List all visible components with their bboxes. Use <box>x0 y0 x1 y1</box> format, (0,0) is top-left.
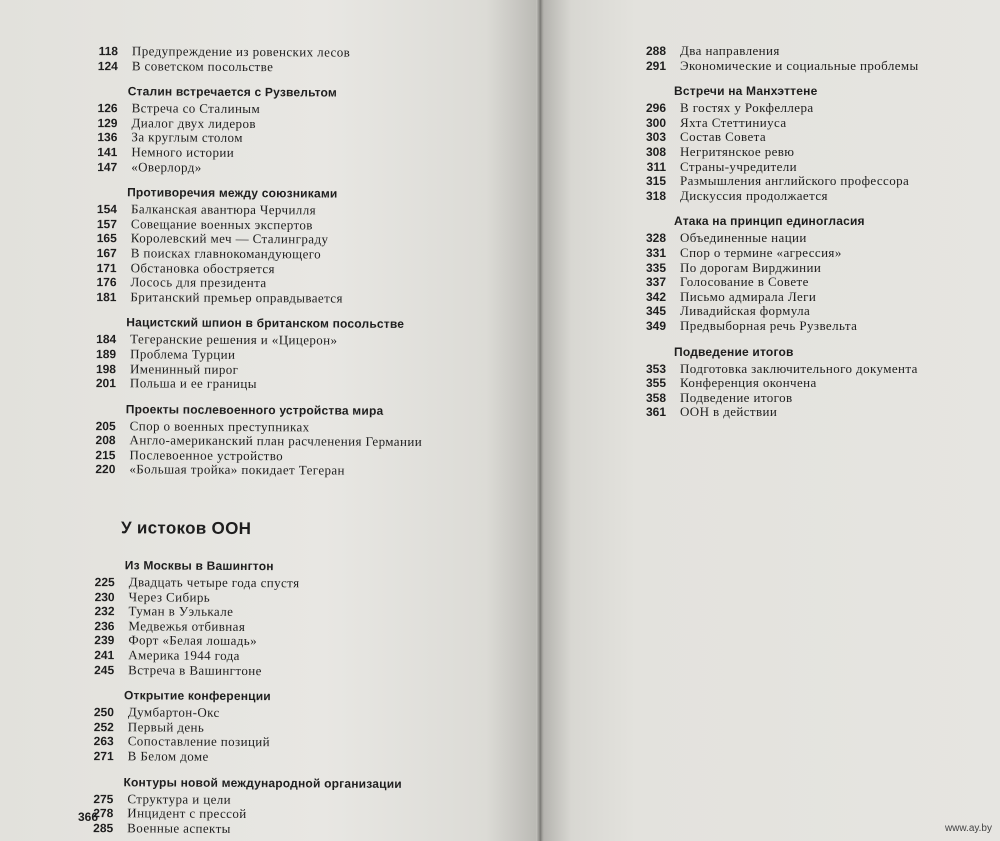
toc-page-number: 201 <box>95 376 116 391</box>
section-heading: Сталин встречается с Рузвельтом <box>127 84 338 100</box>
toc-page-number: 129 <box>97 115 118 130</box>
toc-page-number: 345 <box>645 304 666 319</box>
toc-page-number: 165 <box>96 231 117 246</box>
toc-entry <box>80 290 520 307</box>
toc-entry-title: Медвежья отбивная <box>128 618 246 634</box>
toc-entry-title: Военные аспекты <box>127 820 231 836</box>
toc-entry-title: За круглым столом <box>131 129 243 146</box>
toc-entry-title: Инцидент с прессой <box>127 805 247 822</box>
toc-entry-title: В советском посольстве <box>131 57 274 74</box>
toc-page-number: 167 <box>96 246 117 261</box>
page-number: 366 <box>78 810 99 824</box>
toc-page-number: 335 <box>645 260 666 275</box>
toc-entry-title: Ливадийская формула <box>680 303 811 319</box>
toc-page-number: 315 <box>645 174 666 189</box>
toc-entry-title: Проблема Турции <box>130 346 236 362</box>
toc-page-number: 361 <box>645 405 666 420</box>
toc-page-number: 275 <box>93 791 114 806</box>
toc-entry <box>632 174 982 189</box>
toc-entry <box>632 130 982 145</box>
toc-page-number: 358 <box>645 390 666 405</box>
toc-page-number: 300 <box>645 115 666 130</box>
toc-entry <box>632 101 982 116</box>
toc-entry <box>81 160 521 177</box>
toc-page-number: 157 <box>96 216 117 231</box>
toc-page-number: 271 <box>93 749 114 764</box>
toc-page-number: 288 <box>645 44 666 58</box>
section-heading: Противоречия между союзниками <box>127 185 338 201</box>
toc-page-number: 208 <box>95 433 116 448</box>
toc-page-number: 337 <box>645 275 666 290</box>
toc-page-number: 285 <box>93 820 114 835</box>
watermark: www.ay.by <box>944 823 992 834</box>
toc-entry-title: Структура и цели <box>127 790 232 807</box>
toc-entry <box>632 376 982 391</box>
toc-entry-title: Лосось для президента <box>130 274 267 291</box>
toc-page-number: 215 <box>95 447 116 463</box>
toc-entry-title: Спор о военных преступниках <box>129 417 310 435</box>
toc-entry-title: Дискуссия продолжается <box>680 187 828 203</box>
toc-entry-title: Немного истории <box>131 144 235 160</box>
toc-page-number: 141 <box>97 145 118 160</box>
toc-entry-title: Сопоставление позиций <box>127 733 271 750</box>
toc-entry-title: Думбартон-Окс <box>127 704 220 721</box>
toc-entry <box>632 189 982 204</box>
toc-entry-title: Страны-учредители <box>680 158 798 174</box>
toc-page-number: 241 <box>94 648 115 663</box>
right-page <box>544 0 1000 841</box>
toc-entry-title: Двадцать четыре года спустя <box>128 574 300 591</box>
toc-entry-title: По дорогам Вирджинии <box>680 259 822 275</box>
toc-page-number: 342 <box>645 289 666 304</box>
toc-page-number: 232 <box>94 604 115 619</box>
part-title: У истоков ООН <box>120 518 252 539</box>
toc-entry <box>632 362 982 377</box>
toc-page-number: 296 <box>645 101 666 116</box>
right-page-contents <box>632 44 982 420</box>
section-heading: Подведение итогов <box>674 344 794 359</box>
toc-entry-title: Письмо адмирала Леги <box>680 288 817 304</box>
toc-entry-title: Первый день <box>127 719 205 735</box>
toc-entry-title: Польша и ее границы <box>129 375 257 392</box>
toc-entry-title: Размышления английского профессора <box>680 173 910 189</box>
toc-page-number: 171 <box>96 260 117 275</box>
toc-page-number: 250 <box>93 705 114 720</box>
toc-page-number: 181 <box>96 289 117 304</box>
toc-entry-title: Королевский меч — Сталинграду <box>130 230 329 247</box>
toc-entry-title: Туман в Уэлькале <box>128 603 234 620</box>
toc-page-number: 176 <box>96 275 117 290</box>
section-heading: Встречи на Манхэттене <box>674 84 818 99</box>
toc-entry-title: Балканская авантюра Черчилля <box>130 201 317 218</box>
toc-entry <box>78 749 518 766</box>
toc-entry-title: Яхта Стеттиниуса <box>680 114 787 130</box>
toc-entry <box>632 304 982 319</box>
section-heading: Проекты послевоенного устройства мира <box>125 401 384 418</box>
toc-page-number: 308 <box>645 144 666 159</box>
toc-entry-title: Два направления <box>680 43 780 58</box>
toc-entry-title: Англо-американский план расчленения Германии <box>129 432 423 450</box>
toc-page-number: 147 <box>97 159 118 174</box>
toc-page-number: 154 <box>96 202 118 217</box>
toc-page-number: 225 <box>94 575 115 590</box>
toc-page-number: 311 <box>646 159 666 174</box>
toc-entry-title: Спор о термине «агрессия» <box>680 244 842 260</box>
toc-entry <box>82 59 522 76</box>
toc-entry <box>80 376 520 393</box>
toc-entry <box>632 145 982 160</box>
toc-entry-title: В гостях у Рокфеллера <box>680 100 814 116</box>
toc-page-number: 220 <box>95 462 116 477</box>
toc-entry-title: Подведение итогов <box>680 389 793 405</box>
toc-page-number: 230 <box>94 589 115 604</box>
toc-entry-title: Голосование в Совете <box>680 274 809 290</box>
toc-entry-title: Предупреждение из ровенских лесов <box>131 43 351 60</box>
toc-page-number: 355 <box>645 376 666 391</box>
toc-entry <box>632 44 982 59</box>
toc-entry <box>79 462 519 479</box>
toc-entry-title: «Оверлорд» <box>131 158 202 175</box>
toc-page-number: 205 <box>95 418 116 433</box>
toc-page-number: 328 <box>645 231 666 246</box>
toc-entry <box>632 116 982 131</box>
section-heading: Нацистский шпион в британском посольстве <box>126 315 405 332</box>
toc-entry-title: Совещание военных экспертов <box>130 216 313 233</box>
toc-entry-title: Обстановка обостряется <box>130 259 275 276</box>
toc-page-number: 318 <box>645 188 666 203</box>
section-heading: Из Москвы в Вашингтон <box>124 558 274 574</box>
toc-entry-title: Негритянское ревю <box>680 143 795 159</box>
toc-entry <box>632 405 982 420</box>
toc-entry-title: Конференция окончена <box>680 375 817 391</box>
toc-entry <box>632 231 982 246</box>
toc-page-number: 245 <box>94 662 115 677</box>
toc-entry <box>632 261 982 276</box>
toc-entry <box>632 391 982 406</box>
toc-page-number: 126 <box>97 101 118 116</box>
toc-page-number: 252 <box>93 719 114 735</box>
toc-entry-title: Встреча со Сталиным <box>131 100 261 117</box>
toc-entry <box>632 290 982 305</box>
toc-page-number: 118 <box>98 44 118 59</box>
toc-page-number: 184 <box>96 332 117 347</box>
toc-page-number: 278 <box>93 806 114 821</box>
toc-page-number: 349 <box>645 318 666 333</box>
section-heading: Открытие конференции <box>123 688 271 704</box>
toc-page-number: 303 <box>645 130 666 145</box>
toc-entry-title: Через Сибирь <box>128 588 211 605</box>
toc-entry-title: Диалог двух лидеров <box>131 115 256 131</box>
toc-page-number: 353 <box>645 361 666 376</box>
toc-entry-title: Состав Совета <box>680 129 767 145</box>
toc-page-number: 263 <box>93 734 114 749</box>
toc-entry <box>632 59 982 74</box>
toc-entry-title: Именинный пирог <box>129 360 239 377</box>
toc-entry <box>77 821 517 838</box>
toc-entry-title: Предвыборная речь Рузвельта <box>680 317 858 333</box>
toc-entry-title: «Большая тройка» покидает Тегеран <box>129 461 345 479</box>
toc-entry <box>632 319 982 334</box>
toc-entry-title: Встреча в Вашингтоне <box>128 661 262 678</box>
toc-page-number: 198 <box>95 361 117 376</box>
toc-entry-title: Объединенные нации <box>680 230 807 246</box>
toc-page-number: 331 <box>645 245 666 260</box>
toc-entry-title: ООН в действии <box>680 404 778 420</box>
toc-entry <box>632 246 982 261</box>
toc-entry <box>632 275 982 290</box>
toc-entry-title: Британский премьер оправдывается <box>130 289 343 306</box>
toc-page-number: 189 <box>96 346 117 362</box>
toc-entry-title: В Белом доме <box>127 748 209 764</box>
toc-page-number: 136 <box>97 130 118 145</box>
section-heading: Контуры новой международной организации <box>123 774 402 791</box>
toc-entry-title: Америка 1944 года <box>128 647 240 664</box>
toc-page-number: 236 <box>94 618 115 634</box>
toc-entry-title: Подготовка заключительного документа <box>680 360 918 376</box>
toc-entry <box>78 663 518 680</box>
toc-entry-title: Тегеранские решения и «Цицерон» <box>130 331 338 348</box>
section-heading: Атака на принцип единогласия <box>674 214 865 229</box>
toc-entry-title: Послевоенное устройство <box>129 447 284 464</box>
toc-page-number: 291 <box>645 58 666 73</box>
left-page-contents <box>77 44 522 838</box>
toc-entry <box>632 160 982 175</box>
toc-page-number: 239 <box>94 633 115 648</box>
toc-entry-title: Форт «Белая лошадь» <box>128 632 258 649</box>
toc-entry-title: Экономические и социальные проблемы <box>680 57 919 73</box>
toc-page-number: 124 <box>97 58 118 73</box>
toc-entry-title: В поисках главнокомандующего <box>130 245 322 262</box>
